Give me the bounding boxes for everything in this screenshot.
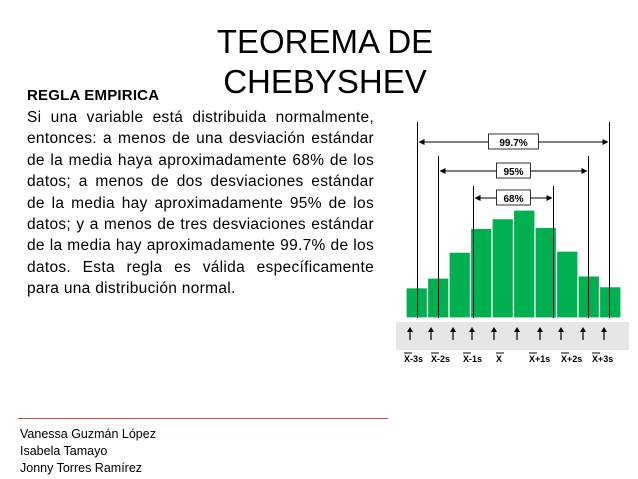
divider-line xyxy=(18,418,388,419)
arrowhead-left xyxy=(440,168,446,174)
author-1: Vanessa Guzmán López xyxy=(20,427,156,441)
range-label: 99.7% xyxy=(499,138,528,149)
arrowhead-right xyxy=(603,139,609,145)
axis-label: X-2s xyxy=(431,354,451,364)
authors-list xyxy=(20,426,156,477)
axis-label: X xyxy=(496,354,503,364)
arrowhead-left xyxy=(475,195,481,201)
arrowhead-right xyxy=(547,195,553,201)
histogram-bar xyxy=(600,287,622,318)
axis-label: X-3s xyxy=(404,354,424,364)
slide-title xyxy=(200,22,450,102)
axis-label: X+3s xyxy=(592,354,614,364)
histogram-bar xyxy=(406,288,428,318)
arrowhead-right xyxy=(582,168,588,174)
axis-label: X-1s xyxy=(463,354,483,364)
title-line-1: TEOREMA DE xyxy=(216,23,434,60)
range-label: 95% xyxy=(503,167,524,178)
histogram-bar xyxy=(492,219,514,318)
axis-label: X+2s xyxy=(561,354,583,364)
rule-description: Si una variable está distribuida normalmente, entonces: a menos de una desviación estándar de la media haya aproximadamente 68% de los datos; a menos de dos desviaciones estándar de la media hay aproximadamente 95% de los datos; y a menos de tres desviaciones estándar de la media hay aproximadamente 99.7% de los datos. Esta regla es válida específicamente para una distribución normal. xyxy=(27,109,374,298)
range-label: 68% xyxy=(503,194,524,205)
histogram-bar xyxy=(557,251,579,318)
axis-label: X+1s xyxy=(529,354,551,364)
arrowhead-left xyxy=(419,139,425,145)
histogram-bar xyxy=(514,210,536,318)
author-2: Isabela Tamayo xyxy=(20,444,108,458)
empirical-rule-histogram xyxy=(396,118,629,374)
rule-heading: REGLA EMPIRICA xyxy=(27,87,160,104)
empirical-rule-figure xyxy=(396,118,629,374)
histogram-bar xyxy=(449,252,471,318)
title-line-2: CHEBYSHEV xyxy=(223,63,427,100)
author-3: Jonny Torres Ramírez xyxy=(20,461,143,475)
